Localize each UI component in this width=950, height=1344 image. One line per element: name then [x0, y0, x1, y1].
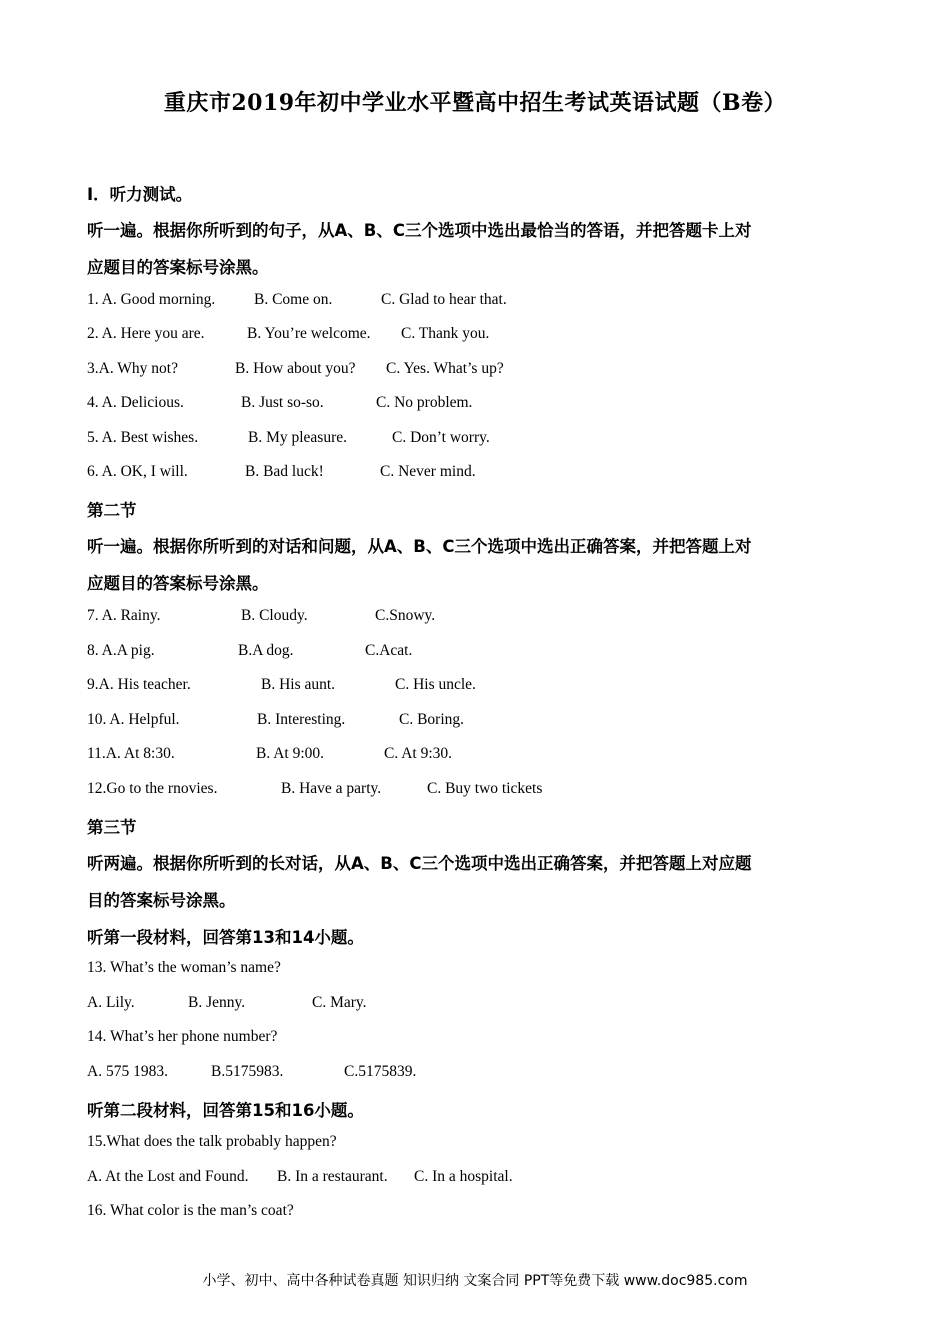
page-title: 重庆市2019年初中学业水平暨高中招生考试英语试题（B卷）	[163, 90, 787, 116]
instruction-line: 目的答案标号涂黑。	[87, 891, 236, 910]
section-heading-part2: 第二节	[87, 501, 137, 520]
option-b: B. Bad luck!	[245, 463, 324, 480]
option-a: 3.A. Why not?	[87, 360, 178, 377]
option-a: A. At the Lost and Found.	[87, 1168, 249, 1185]
option-b: B. Just so-so.	[241, 394, 324, 411]
instruction-line: 听一遍。根据你所听到的对话和问题，从A、B、C三个选项中选出正确答案，并把答题上对	[87, 537, 752, 556]
option-b: B.5175983.	[211, 1063, 284, 1080]
option-b: B. Come on.	[254, 291, 333, 308]
option-b: B. At 9:00.	[256, 745, 325, 762]
question-13: 13. What’s the woman’s name?	[87, 959, 281, 976]
option-a: 10. A. Helpful.	[87, 711, 180, 728]
option-c: C. Boring.	[399, 711, 465, 728]
instruction-line: 应题目的答案标号涂黑。	[87, 574, 269, 593]
option-c: C.Snowy.	[375, 607, 436, 624]
instruction-line: 听两遍。根据你所听到的长对话，从A、B、C三个选项中选出正确答案，并把答题上对应题	[87, 854, 752, 873]
option-a: A. Lily.	[87, 994, 135, 1011]
option-c: C.Acat.	[365, 642, 413, 659]
option-c: C. Don’t worry.	[392, 429, 490, 446]
option-c: C. No problem.	[376, 394, 473, 411]
option-b: B. His aunt.	[261, 676, 336, 693]
question-15: 15.What does the talk probably happen?	[87, 1133, 337, 1150]
option-c: C. Glad to hear that.	[381, 291, 507, 308]
option-a: 2. A. Here you are.	[87, 325, 205, 342]
option-a: 1. A. Good morning.	[87, 291, 216, 308]
option-a: A. 575 1983.	[87, 1063, 168, 1080]
option-b: B. How about you?	[235, 360, 356, 377]
instruction-line: 听一遍。根据你所听到的句子，从A、B、C三个选项中选出最恰当的答语，并把答题卡上对	[87, 221, 752, 240]
option-a: 8. A.A pig.	[87, 642, 155, 659]
option-b: B. My pleasure.	[248, 429, 348, 446]
option-a: 6. A. OK, I will.	[87, 463, 188, 480]
question-14: 14. What’s her phone number?	[87, 1028, 278, 1045]
question-16: 16. What color is the man’s coat?	[87, 1202, 294, 1219]
option-b: B. You’re welcome.	[247, 325, 371, 342]
option-c: C. Thank you.	[401, 325, 490, 342]
section-heading-part3: 第三节	[87, 818, 137, 837]
passage-heading: 听第二段材料，回答第15和16小题。	[87, 1101, 364, 1120]
section-heading-listening: I．听力测试。	[87, 185, 193, 204]
option-a: 4. A. Delicious.	[87, 394, 184, 411]
instruction-line: 应题目的答案标号涂黑。	[87, 258, 269, 277]
option-b: B. Cloudy.	[241, 607, 308, 624]
option-b: B.A dog.	[238, 642, 294, 659]
option-c: C.5175839.	[344, 1063, 417, 1080]
option-c: C. Mary.	[312, 994, 367, 1011]
option-b: B. Jenny.	[188, 994, 246, 1011]
option-c: C. His uncle.	[395, 676, 476, 693]
option-a: 7. A. Rainy.	[87, 607, 161, 624]
option-c: C. In a hospital.	[414, 1168, 513, 1185]
passage-heading: 听第一段材料，回答第13和14小题。	[87, 928, 364, 947]
option-a: 9.A. His teacher.	[87, 676, 191, 693]
option-b: B. Interesting.	[257, 711, 346, 728]
option-a: 11.A. At 8:30.	[87, 745, 175, 762]
option-b: B. Have a party.	[281, 780, 382, 797]
option-b: B. In a restaurant.	[277, 1168, 388, 1185]
option-c: C. Never mind.	[380, 463, 476, 480]
option-a: 12.Go to the rnovies.	[87, 780, 218, 797]
footer-note: 小学、初中、高中各种试卷真题 知识归纳 文案合同 PPT等免费下载 www.doc985.com	[202, 1273, 748, 1289]
option-c: C. Yes. What’s up?	[386, 360, 504, 377]
option-a: 5. A. Best wishes.	[87, 429, 199, 446]
option-c: C. Buy two tickets	[427, 780, 543, 797]
option-c: C. At 9:30.	[384, 745, 453, 762]
